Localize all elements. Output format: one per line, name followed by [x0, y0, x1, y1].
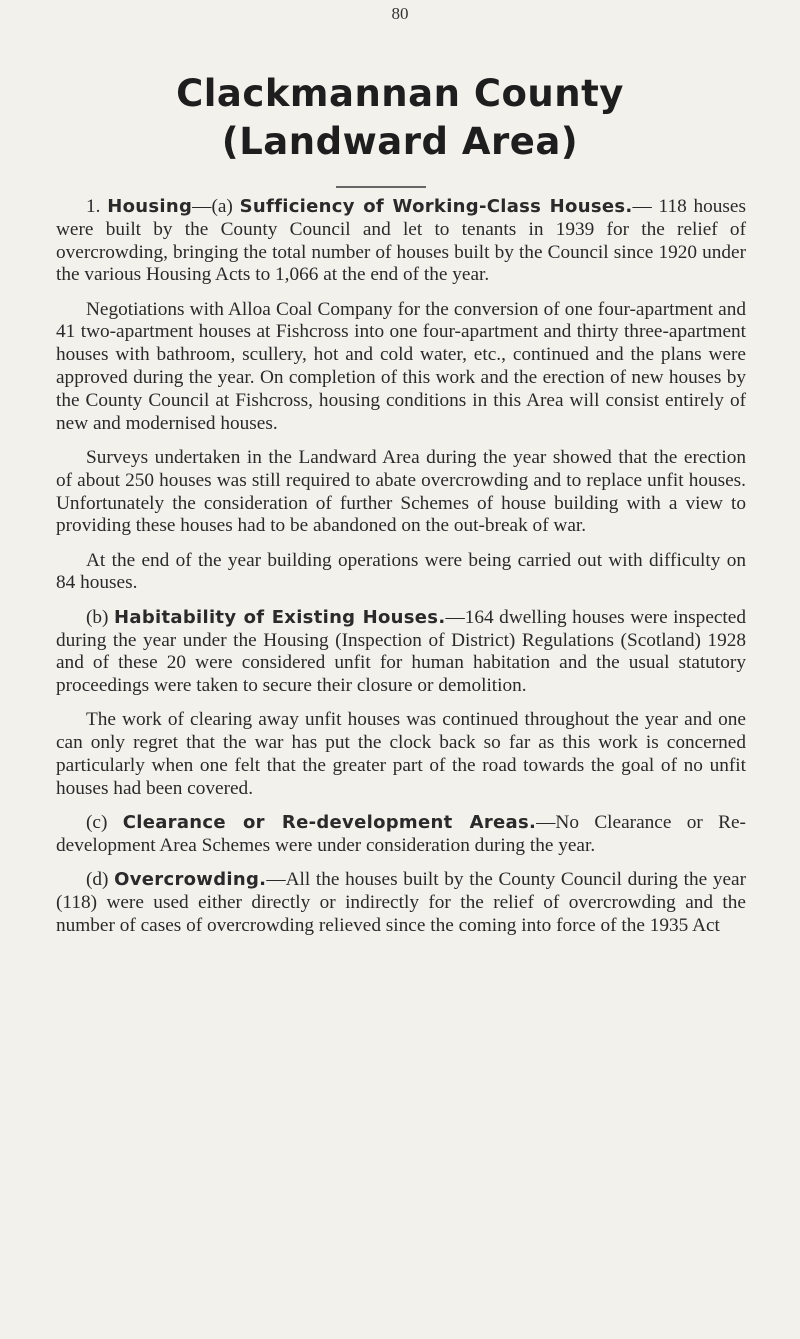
paragraph-housing-sufficiency	[56, 196, 746, 287]
heading-sufficiency: Sufficiency of Working-Class Houses.	[239, 196, 633, 217]
heading-clearance: Clearance or Re-development Areas.	[122, 812, 537, 834]
paragraph-clearance	[56, 812, 746, 858]
subsection-label-c: (c)	[86, 812, 123, 834]
text-sufficiency: — 118 houses were built by the County Council and let to tenants in 1939 for the relief of overcrowding, bringing the total number of houses built by the Council since 1920 under the various Housing Acts to 1,066 at the end of the year.	[56, 196, 746, 286]
heading-housing: Housing	[107, 196, 193, 217]
paragraph-building-operations: At the end of the year building operations were being carried out with difficulty on 84 houses.	[56, 549, 746, 594]
subsection-label-a: —(a)	[192, 196, 240, 217]
subsection-label-b: (b)	[86, 606, 115, 628]
paragraph-overcrowding	[56, 869, 746, 937]
title-divider	[336, 186, 426, 188]
text-clearance: —No Clearance or Re-development Area Schemes were under consideration during the year.	[56, 812, 746, 856]
paragraph-clearing-work: The work of clearing away unfit houses was continued throughout the year and one can only regret that the war has put the clock back so far as this work is concerned particularly when one felt that the greater part of the road towards the goal of no unfit houses had been covered.	[56, 709, 746, 799]
section-number: 1.	[86, 196, 108, 217]
title-line-2: (Landward Area)	[221, 120, 579, 163]
paragraph-negotiations: Negotiations with Alloa Coal Company for the conversion of one four-apartment and 41 two-apartment houses at Fishcross into one four-apartment and thirty three-apartment houses with bathroom, scullery, hot and cold water, etc., continued and the plans were approved during the year. On completion of this work and the erection of new houses by the County Council at Fishcross, housing conditions in this Area will consist entirely of new and modernised houses.	[56, 298, 746, 434]
document-body	[56, 196, 746, 949]
heading-habitability: Habitability of Existing Houses.	[114, 606, 446, 628]
subsection-label-d: (d)	[86, 869, 115, 891]
text-overcrowding: —All the houses built by the County Council during the year (118) were used either directly or indirectly for the relief of overcrowding and the number of cases of overcrowding relieved since the coming into force of the 1935 Act	[56, 869, 746, 936]
heading-overcrowding: Overcrowding.	[114, 869, 267, 891]
paragraph-habitability	[56, 607, 746, 698]
title-line-1: Clackmannan County	[176, 72, 624, 115]
page-number: 80	[391, 4, 409, 23]
text-habitability: —164 dwelling houses were inspected during the year under the Housing (Inspection of District) Regulations (Scotland) 1928 and of these 20 were considered unfit for human habitation and the usual statutory proceedings were taken to secure their closure or demolition.	[56, 606, 746, 697]
page-title	[0, 70, 800, 166]
paragraph-surveys: Surveys undertaken in the Landward Area during the year showed that the erection of about 250 houses was still required to abate overcrowding and to replace unfit houses. Unfortunately the consideration of further Schemes of house building with a view to providing these houses had to be abandoned on the out-break of war.	[56, 446, 746, 537]
